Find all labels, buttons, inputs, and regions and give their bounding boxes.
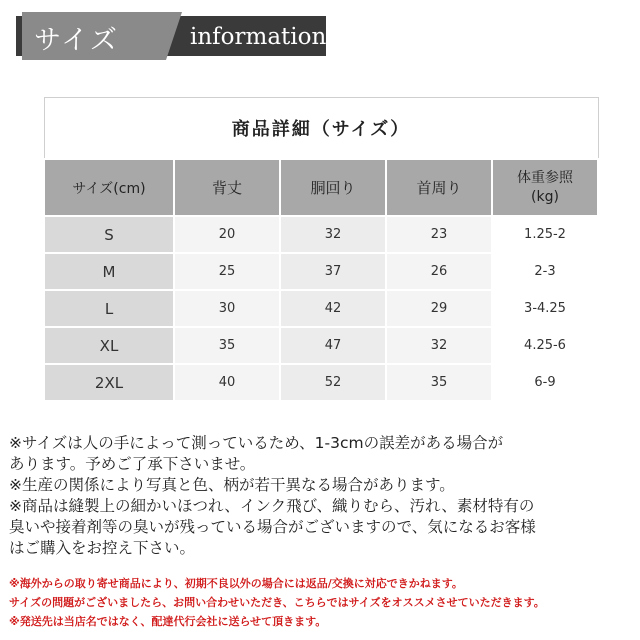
value-cell: 3-4.25 [492, 290, 598, 327]
value-cell: 32 [386, 327, 492, 364]
value-cell: 29 [386, 290, 492, 327]
note-line: ※生産の関係により写真と色、柄が若干異なる場合があります。 [9, 476, 455, 494]
value-cell: 20 [174, 216, 280, 253]
table-row [44, 364, 598, 401]
note-line: あります。予めご了承下さいませ。 [9, 455, 256, 473]
header-banner [0, 12, 640, 68]
header-waist: 胴回り [280, 159, 386, 216]
value-cell: 32 [280, 216, 386, 253]
note-line: ※商品は縫製上の細かいほつれ、インク飛び、織りむら、汚れ、素材特有の [9, 497, 535, 515]
value-cell: 52 [280, 364, 386, 401]
value-cell: 23 [386, 216, 492, 253]
note-line: 臭いや接着剤等の臭いが残っている場合がございますので、気になるお客様 [9, 518, 536, 536]
value-cell: 35 [386, 364, 492, 401]
size-cell: M [44, 253, 174, 290]
banner-subtitle: information [190, 24, 327, 50]
table-caption-row [44, 98, 598, 160]
red-note-line: ※海外からの取り寄せ商品により、初期不良以外の場合には返品/交換に対応できかねます。 [9, 577, 463, 590]
value-cell: 2-3 [492, 253, 598, 290]
value-cell: 25 [174, 253, 280, 290]
value-cell: 47 [280, 327, 386, 364]
note-line: ※サイズは人の手によって測っているため、1-3cmの誤差がある場合が [9, 434, 504, 452]
notes-list [9, 433, 634, 559]
value-cell: 1.25-2 [492, 216, 598, 253]
table-caption: 商品詳細（サイズ） [44, 98, 598, 160]
value-cell: 26 [386, 253, 492, 290]
table-row [44, 327, 598, 364]
size-cell: 2XL [44, 364, 174, 401]
red-note-line: サイズの問題がございましたら、お問い合わせいただき、こちらではサイズをオススメさせていただきます。 [9, 596, 545, 609]
value-cell: 4.25-6 [492, 327, 598, 364]
header-size: サイズ(cm) [44, 159, 174, 216]
value-cell: 35 [174, 327, 280, 364]
red-note-line: ※発送先は当店名ではなく、配達代行会社に送らせて頂きます。 [9, 615, 327, 628]
value-cell: 37 [280, 253, 386, 290]
table-row [44, 290, 598, 327]
size-table [43, 97, 599, 402]
table-row [44, 253, 598, 290]
header-weight: 体重参照 (kg) [492, 159, 598, 216]
size-cell: XL [44, 327, 174, 364]
table-row [44, 216, 598, 253]
header-back-length: 背丈 [174, 159, 280, 216]
value-cell: 30 [174, 290, 280, 327]
value-cell: 42 [280, 290, 386, 327]
size-cell: L [44, 290, 174, 327]
value-cell: 6-9 [492, 364, 598, 401]
red-notes-list [9, 574, 634, 631]
note-line: はご購入をお控え下さい。 [9, 539, 196, 557]
banner-title: サイズ [34, 25, 119, 56]
size-cell: S [44, 216, 174, 253]
value-cell: 40 [174, 364, 280, 401]
header-neck: 首周り [386, 159, 492, 216]
table-header-row [44, 159, 598, 216]
